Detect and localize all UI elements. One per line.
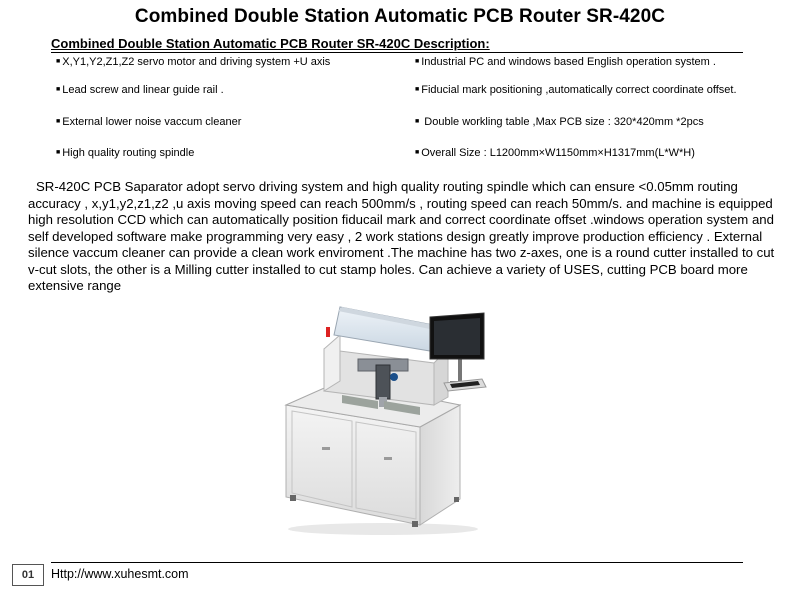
bullet-icon: ■ [415, 149, 420, 156]
page-number: 01 [12, 564, 44, 586]
footer-divider [51, 562, 743, 563]
bullet-icon: ■ [56, 58, 61, 65]
website-link[interactable]: Http://www.xuhesmt.com [51, 567, 189, 581]
feature-item: ■ Overall Size : L1200mm×W1150mm×H1317mm(L*W*H) [415, 147, 695, 159]
feature-item: ■ Industrial PC and windows based English operation system . [415, 56, 716, 68]
bullet-icon: ■ [56, 118, 61, 125]
bullet-icon: ■ [415, 58, 420, 65]
bullet-icon: ■ [415, 86, 420, 93]
feature-item: ■ Lead screw and linear guide rail . [56, 84, 224, 96]
feature-list [56, 56, 756, 168]
feature-item: ■ Fiducial mark positioning ,automatically correct coordinate offset. [415, 84, 737, 96]
feature-item: ■ High quality routing spindle [56, 147, 195, 159]
section-heading: Combined Double Station Automatic PCB Router SR-420C Description: [51, 36, 743, 53]
page-title: Combined Double Station Automatic PCB Router SR-420C [134, 6, 666, 27]
feature-item: ■ X,Y1,Y2,Z1,Z2 servo motor and driving system +U axis [56, 56, 331, 68]
feature-item: ■ External lower noise vaccum cleaner [56, 116, 242, 128]
bullet-icon: ■ [56, 149, 61, 156]
description-paragraph: SR-420C PCB Saparator adopt servo driving system and high quality routing spindle which can ensure <0.05mm routing accuracy , x,y1,y2,z1,z2 ,u axis moving speed can reach 500mm/s , routing speed can reach 50mm/s. and machine is equipped high resolution CCD which can automatically position fiducail mark and correct coordinate offset .windows operation system and self developed software make programming very easy , 2 work stations design greatly improve production efficiency . External silence vaccum cleaner can provide a clean work enviroment .The machine has two z-axes, one is a round cutter installed to cut v-cut slots, the other is a Milling cutter installed to cut stamp holes. Can achieve a variety of USES, cutting PCB board more extensive range [28, 179, 775, 293]
feature-item: ■ Double workling table ,Max PCB size : 320*420mm *2pcs [415, 116, 704, 128]
bullet-icon: ■ [415, 118, 420, 125]
bullet-icon: ■ [56, 86, 61, 93]
machine-image [278, 297, 502, 537]
